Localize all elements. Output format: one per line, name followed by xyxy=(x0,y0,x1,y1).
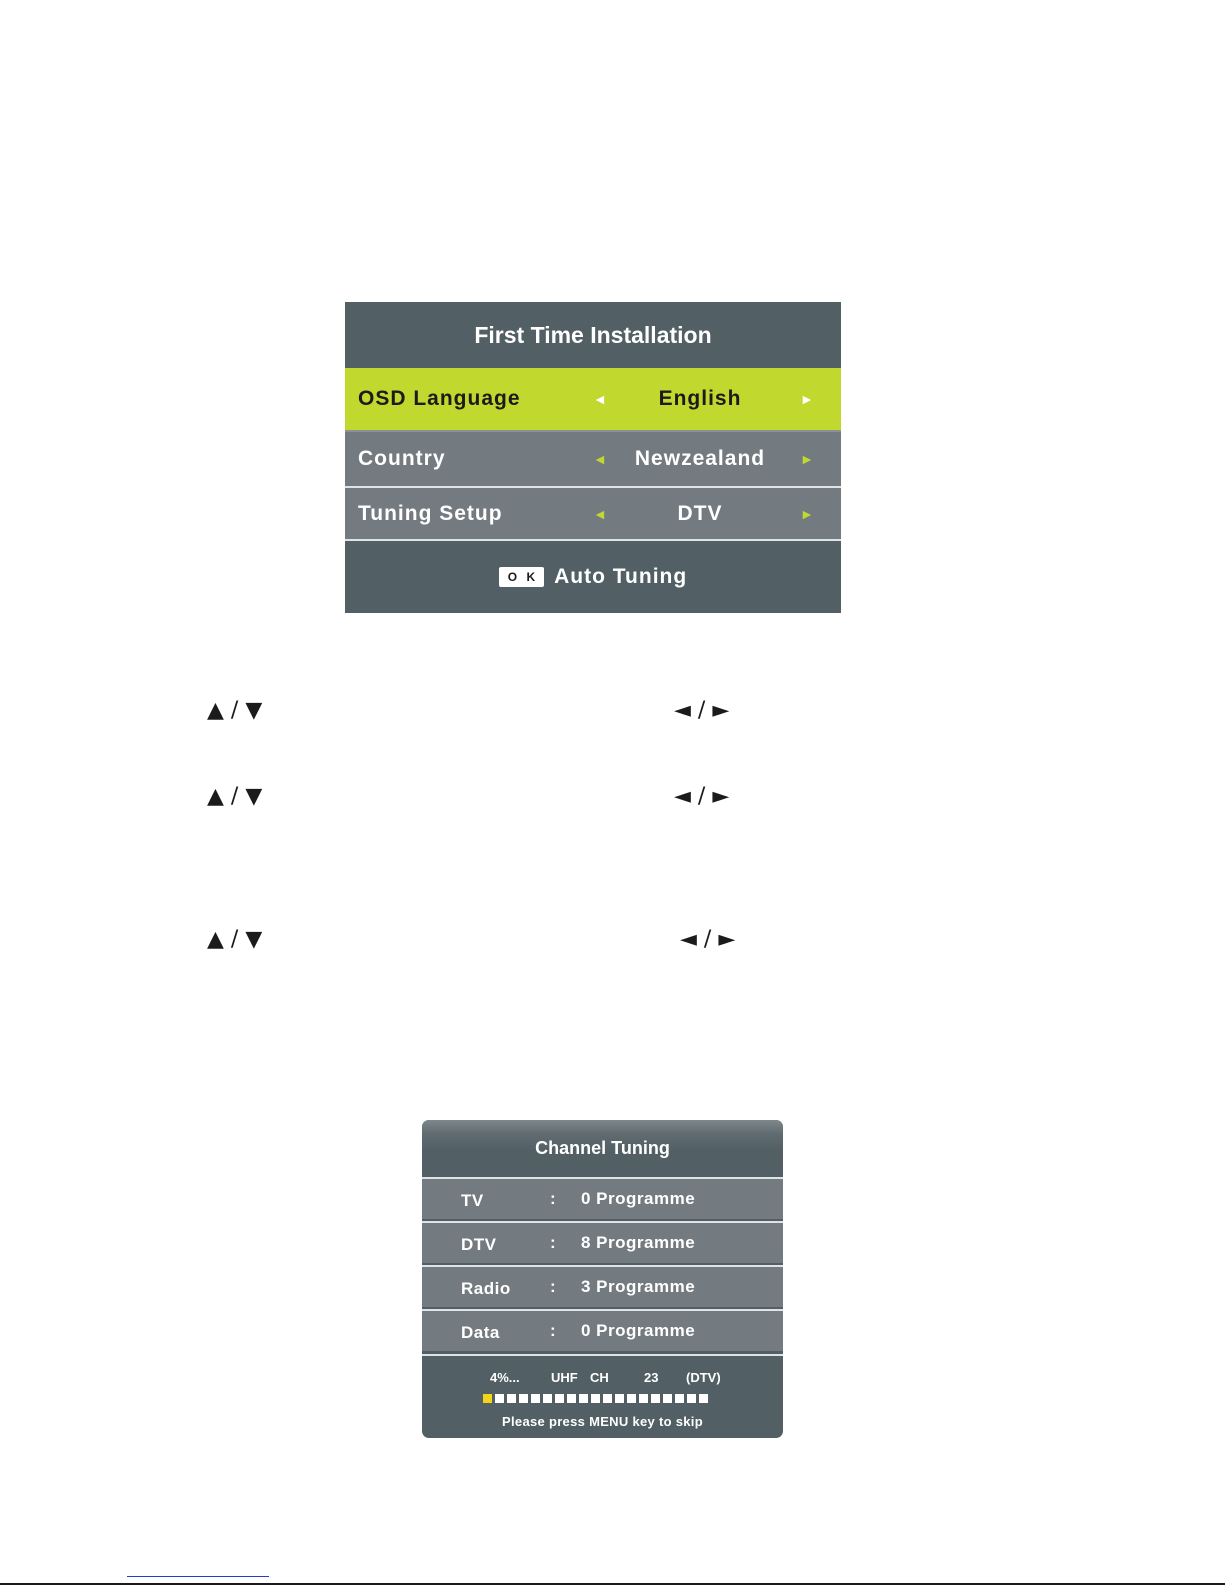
progress-segment xyxy=(519,1394,528,1403)
progress-segment xyxy=(699,1394,708,1403)
channel-number: 23 xyxy=(644,1370,659,1385)
progress-segment xyxy=(675,1394,684,1403)
tv-count: 0 Programme xyxy=(581,1189,696,1208)
auto-tuning-label: Auto Tuning xyxy=(554,565,688,588)
progress-segment xyxy=(531,1394,540,1403)
up-down-keys-icon: ▲ / ▼ xyxy=(207,784,263,809)
separator: : xyxy=(550,1233,557,1252)
fti-title: First Time Installation xyxy=(474,321,712,348)
progress-segment xyxy=(603,1394,612,1403)
tuning-setup-row[interactable] xyxy=(345,486,841,541)
tuning-mode: (DTV) xyxy=(686,1370,721,1385)
progress-segment xyxy=(651,1394,660,1403)
arrow-left-icon[interactable]: ◄ xyxy=(593,451,608,467)
osd-language-value: English xyxy=(658,387,742,410)
left-right-keys-icon: ◄ / ► xyxy=(680,927,736,952)
up-down-keys-icon: ▲ / ▼ xyxy=(207,698,263,723)
radio-label: Radio xyxy=(461,1279,511,1298)
dtv-count: 8 Programme xyxy=(581,1233,696,1252)
progress-segment xyxy=(639,1394,648,1403)
progress-segment xyxy=(555,1394,564,1403)
channel-tuning-panel xyxy=(422,1120,783,1438)
tuning-setup-label: Tuning Setup xyxy=(358,501,503,525)
progress-segment xyxy=(687,1394,696,1403)
band-label: UHF xyxy=(551,1370,578,1385)
tuning-status xyxy=(422,1370,783,1388)
progress-segment xyxy=(663,1394,672,1403)
radio-row xyxy=(422,1265,783,1307)
osd-language-row[interactable] xyxy=(345,368,841,430)
tuning-progress-area xyxy=(422,1354,783,1438)
ch-label: CH xyxy=(590,1370,609,1385)
dtv-row xyxy=(422,1221,783,1263)
arrow-left-icon[interactable]: ◄ xyxy=(593,505,608,522)
progress-segment xyxy=(579,1394,588,1403)
left-right-keys-icon: ◄ / ► xyxy=(674,784,730,809)
auto-tuning-button[interactable] xyxy=(345,541,841,613)
progress-segment xyxy=(627,1394,636,1403)
progress-segment xyxy=(615,1394,624,1403)
country-value: Newzealand xyxy=(634,447,766,470)
progress-segment xyxy=(507,1394,516,1403)
country-row[interactable] xyxy=(345,430,841,486)
osd-language-label: OSD Language xyxy=(358,387,521,410)
arrow-left-icon[interactable]: ◄ xyxy=(593,391,608,407)
country-label: Country xyxy=(358,447,446,470)
arrow-right-icon[interactable]: ► xyxy=(800,505,815,522)
progress-segment xyxy=(591,1394,600,1403)
progress-segment xyxy=(567,1394,576,1403)
arrow-right-icon[interactable]: ► xyxy=(800,451,815,467)
tv-label: TV xyxy=(461,1191,484,1210)
ok-key-icon: O K xyxy=(499,567,544,587)
radio-count: 3 Programme xyxy=(581,1277,696,1296)
up-down-keys-icon: ▲ / ▼ xyxy=(207,927,263,952)
footnote-link-line xyxy=(127,1576,269,1577)
progress-percent: 4%... xyxy=(490,1370,520,1385)
dtv-label: DTV xyxy=(461,1235,497,1254)
data-count: 0 Programme xyxy=(581,1321,696,1340)
data-label: Data xyxy=(461,1323,500,1342)
separator: : xyxy=(550,1189,557,1208)
arrow-right-icon[interactable]: ► xyxy=(800,391,815,407)
tuning-setup-value: DTV xyxy=(677,501,723,525)
separator: : xyxy=(550,1321,557,1340)
progress-segment xyxy=(543,1394,552,1403)
progress-bar xyxy=(483,1394,708,1404)
data-row xyxy=(422,1309,783,1351)
tv-row xyxy=(422,1177,783,1219)
separator: : xyxy=(550,1277,557,1296)
progress-segment xyxy=(495,1394,504,1403)
skip-hint: Please press MENU key to skip xyxy=(502,1414,703,1429)
channel-tuning-title: Channel Tuning xyxy=(422,1120,783,1177)
progress-segment xyxy=(483,1394,492,1403)
left-right-keys-icon: ◄ / ► xyxy=(674,698,730,723)
first-time-installation-panel xyxy=(345,302,841,613)
